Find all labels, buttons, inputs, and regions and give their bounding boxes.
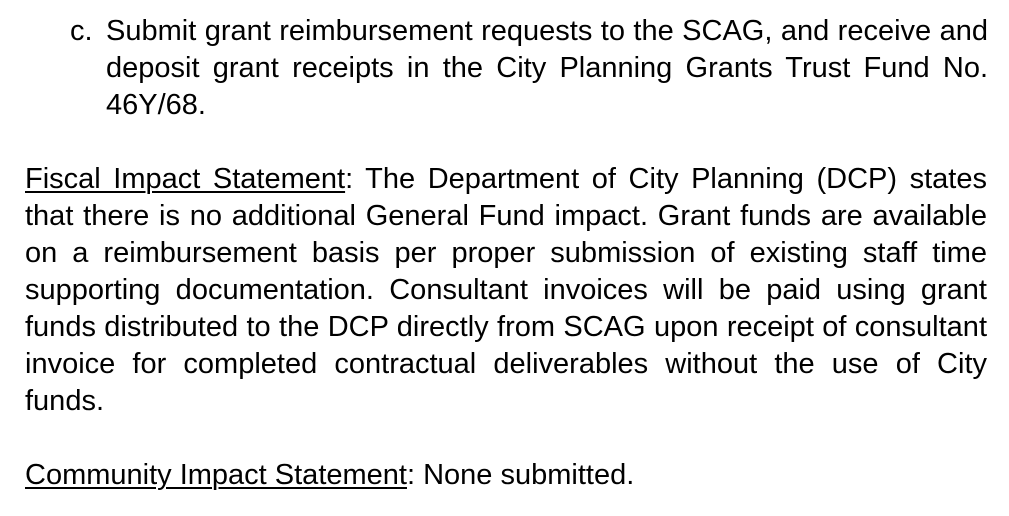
fiscal-impact-heading: Fiscal Impact Statement xyxy=(25,163,346,195)
community-impact-body: None submitted. xyxy=(415,459,635,491)
fiscal-impact-paragraph xyxy=(25,161,987,420)
fiscal-impact-body: The Department of City Planning (DCP) states that there is no additional General Fund impact. Grant funds are available on a reimbursement basis per proper submission of existing staff time supporting documentation. Consultant invoices will be paid using grant funds distributed to the DCP directly from SCAG upon receipt of consultant invoice for completed contractual deliverables without the use of City funds. xyxy=(25,163,987,417)
community-impact-separator: : xyxy=(406,459,416,491)
community-impact-heading: Community Impact Statement xyxy=(25,459,407,491)
list-marker: c. xyxy=(70,15,93,47)
community-impact-paragraph xyxy=(25,457,987,494)
fiscal-impact-separator: : xyxy=(345,163,354,195)
list-item-c xyxy=(70,13,988,124)
list-item-text: Submit grant reimbursement requests to the SCAG, and receive and deposit grant receipts in the City Planning Grants Trust Fund No. 46Y/68. xyxy=(106,15,988,121)
